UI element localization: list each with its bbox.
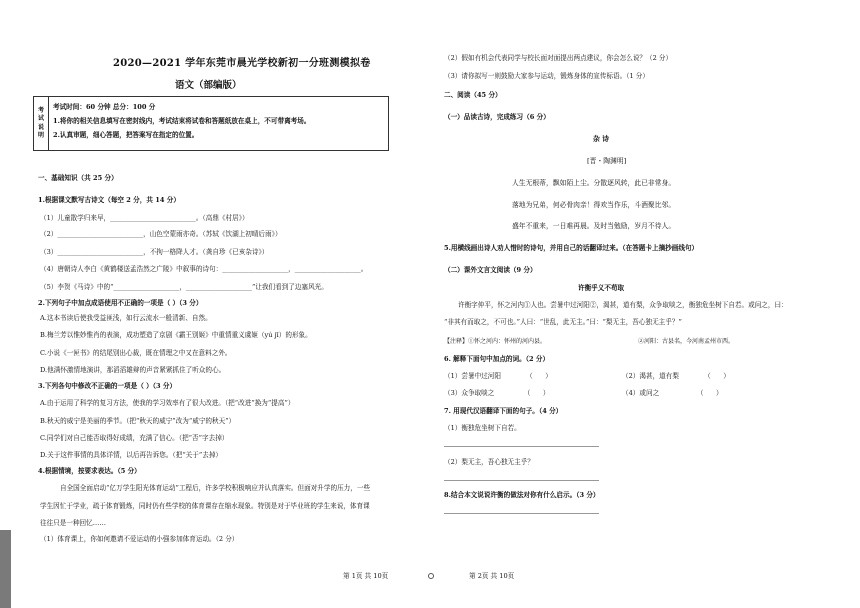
poem-line: 落地为兄弟，何必骨肉亲！得欢当作乐，斗酒聚比邻。 [512, 201, 676, 209]
option-item: B.秋天的威宁是美丽的季节。（把“秋天的威宁”改为“威宁的秋天”） [40, 417, 236, 425]
option-item: C.同学们对自己能否取得好成绩，充满了信心。（把“否”字去掉） [40, 434, 229, 442]
binding-hole-icon [428, 573, 434, 579]
poem-title: 杂 诗 [593, 135, 609, 143]
exam-notice-box [33, 96, 389, 151]
option-item: A.这本书读后使我受益匪浅，如行云流水一般清新、自然。 [40, 314, 212, 322]
option-item: D.他满怀激情地演讲，那滔滔雄辩的声音紧紧抓住了听众的心。 [40, 366, 226, 374]
subsection-heading: （二）课外文言文阅读（9 分） [444, 266, 537, 274]
notice-side-char: 说 [37, 123, 44, 131]
passage-note: 【注释】①怀之河内：怀州的河内县。 [444, 338, 547, 345]
option-item: B.梅兰芳以惟妙惟肖的表演，成功塑造了京剧《霸王别姬》中重情重义虞姬（yú jī）的形象。 [40, 331, 312, 339]
page-number-right: 第 2页 共 10页 [469, 572, 515, 580]
paragraph: 往往只是一种回忆…… [40, 519, 106, 527]
notice-side-char: 明 [37, 131, 44, 139]
answer-line [444, 513, 599, 514]
section-heading: 一、基础知识（共 25 分） [38, 174, 118, 182]
paragraph: 自全国全面启动“亿万学生阳光体育运动”工程后，许多学校积极响应并认真落实。但面对升学的压力，一些 [60, 484, 371, 492]
question-item: （2）__________________________，山色空蒙雨亦奇。（苏轼《饮湖上初晴后雨》） [40, 230, 282, 238]
question-item: （3）请你拟写一则鼓励大家参与运动，锻炼身体的宣传标语。（1 分） [444, 72, 649, 80]
question-item: （3）众争取啖之 （ ） [444, 389, 550, 397]
exam-title: 2020—2021 学年东莞市晨光学校新初一分班测模拟卷 [113, 58, 371, 69]
question-title: 8.结合本文说说许衡的做法对你有什么启示。（3 分） [444, 491, 600, 499]
notice-line: 1.将你的相关信息填写在密封线内，考试结束将试卷和答题纸放在桌上，不可带离考场。 [53, 117, 311, 125]
question-title: 4.根据情境，按要求表达。（5 分） [38, 467, 141, 475]
question-title: 5.用横线画出诗人劝人惜时的诗句，并用自己的话翻译过来。（在答题卡上摘抄画线句） [444, 244, 699, 252]
passage-title: 许衡乎义不苟取 [578, 284, 625, 292]
question-item: （4）唐朝诗人李白《黄鹤楼送孟浩然之广陵》中叙事的诗句：____________________，____________________。 [40, 265, 368, 273]
question-item: （1）尝暑中过河阳 （ ） [444, 372, 552, 380]
answer-line [444, 480, 599, 481]
notice-side-char: 考 [37, 107, 44, 115]
question-item: （2）梨无主，吾心独无主乎？ [444, 458, 534, 466]
question-item: （2）渴甚，道有梨 （ ） [622, 372, 730, 380]
notice-side-char: 试 [37, 115, 44, 123]
answer-line [444, 446, 599, 447]
question-title: 2.下列句子中加点成语使用不正确的一项是（ ）（3 分） [38, 299, 203, 307]
passage-text: 许衡字仲平，怀之河内①人也。尝暑中过河阳②，渴甚，道有梨，众争取啖之，衡独危坐树下自若。或问之，曰： [458, 301, 788, 309]
question-title: 7. 用现代汉语翻译下面的句子。（4 分） [444, 407, 563, 415]
passage-note: ②河阳：古县名，今河南孟州市西。 [638, 338, 735, 345]
option-item: D.关于这件事情的具体详情，以后再告诉您。（把“关于”去掉） [40, 451, 223, 459]
question-title: 1.根据课文默写古诗文（每空 2 分，共 14 分） [38, 196, 180, 204]
question-item: （5）李贺《马诗》中的“____________________，____________________”让我们看到了边塞风光。 [40, 283, 328, 291]
question-item: （1）衡独危坐树下自若。 [444, 424, 521, 432]
option-item: C.小说《一匣书》的结尾别出心裁，既在情理之中又在意料之外。 [40, 349, 232, 357]
question-title: 6. 解释下面句中加点的词。（2 分） [444, 355, 550, 363]
notice-line: 考试时间：60 分钟 总分：100 分 [53, 103, 156, 111]
question-item: （1）儿童散学归来早，__________________________。（高鼎《村居》） [40, 214, 249, 222]
question-title: 3.下列各句中修改不正确的一项是（ ）（3 分） [38, 382, 177, 390]
question-item: （4）或问之 （ ） [622, 389, 723, 397]
binding-strip [0, 530, 11, 608]
question-item: （3）__________________________，不拘一格降人才。（龚自珍《已亥杂诗》） [40, 248, 269, 256]
question-item: （2）假如有机会代表同学与校长面对面提出两点建议，你会怎么说？（2 分） [444, 54, 673, 62]
page-number-left: 第 1页 共 10页 [343, 572, 389, 580]
poem-line: 人生无根蒂，飘如陌上尘。分散逐风转，此已非常身。 [512, 179, 676, 187]
question-item: （1）体育课上，你如何邀请不爱运动的小强参加体育运动。（2 分） [40, 535, 239, 543]
option-item: A.由于运用了科学的复习方法，使我的学习效率有了很大改进。（把“改进”换为“提高”） [40, 399, 295, 407]
paragraph: 学生因忙于学业，疏于体育锻炼，同时仍有些学校的体育课存在缩水现象。特别是对于毕业班的学生来说，体育课 [40, 502, 370, 510]
subsection-heading: （一）品读古诗，完成练习（6 分） [444, 113, 550, 121]
exam-subtitle: 语文（部编版） [175, 80, 242, 91]
passage-text: “非其有而取之，不可也。”人曰：“世乱，此无主。”曰：“梨无主，吾心独无主乎？” [444, 318, 682, 326]
notice-line: 2.认真审题，细心答题，把答案写在指定的位置。 [53, 131, 199, 139]
notice-side-label [34, 97, 49, 150]
poem-line: 盛年不重来，一日难再晨。及时当勉励，岁月不待人。 [512, 222, 676, 230]
poem-author: [晋・陶渊明] [587, 157, 627, 165]
section-heading: 二、阅读（45 分） [444, 91, 502, 99]
